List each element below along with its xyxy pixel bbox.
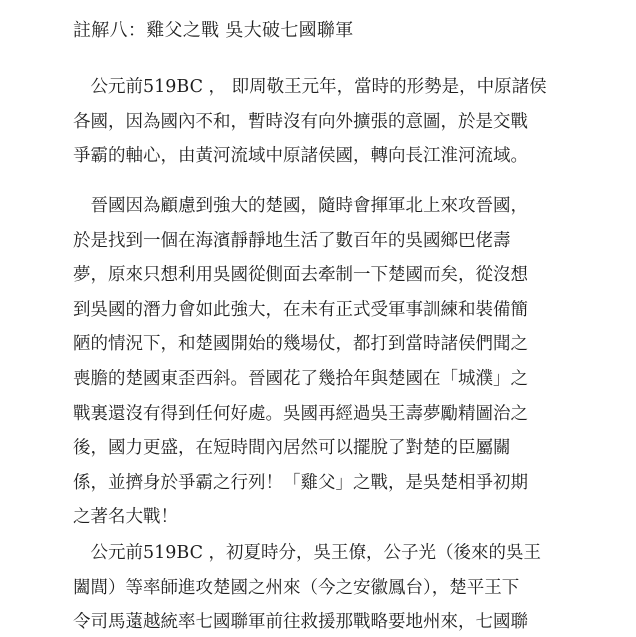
paragraph-line: 戰裏還沒有得到任何好處。吳國再經過吳王壽夢勵精圖治之 xyxy=(73,403,528,424)
paragraph-line: 夢，原來只想利用吳國從側面去牽制一下楚國而矣，從沒想 xyxy=(73,265,528,286)
paragraph-line: 公元前519BC ， 即周敬王元年，當時的形勢是，中原諸侯 xyxy=(73,77,547,97)
paragraph-line: 陋的情況下，和楚國開始的幾場仗，都打到當時諸侯們聞之 xyxy=(73,334,528,355)
paragraph-2 xyxy=(73,189,573,535)
paragraph-line: 係，並擠身於爭霸之行列！「雞父」之戰，是吳楚相爭初期 xyxy=(73,472,528,493)
paragraph-line: 喪膽的楚國東歪西斜。晉國花了幾拾年與楚國在「城濮」之 xyxy=(73,368,528,389)
paragraph-3 xyxy=(73,536,573,637)
paragraph-line: 闔閭）等率師進攻楚國之州來（今之安徽鳳台），楚平王下 xyxy=(73,577,520,598)
paragraph-line: 令司馬薳越統率七國聯軍前往救援那戰略要地州來，七國聯 xyxy=(73,612,528,633)
paragraph-line: 於是找到一個在海濱靜靜地生活了數百年的吳國鄉巴佬壽 xyxy=(73,230,511,251)
paragraph-line: 爭霸的軸心，由黃河流域中原諸侯國，轉向長江淮河流域。 xyxy=(73,146,528,167)
paragraph-line: 之著名大戰！ xyxy=(73,507,178,528)
section-title: 註解八：雞父之戰 吳大破七國聯軍 xyxy=(73,20,354,41)
paragraph-line: 公元前519BC ，初夏時分，吳王僚，公子光（後來的吳王 xyxy=(73,543,542,563)
paragraph-line: 各國，因為國內不和，暫時沒有向外擴張的意圖，於是交戰 xyxy=(73,111,528,132)
paragraph-line: 後，國力更盛，在短時間內居然可以擺脫了對楚的臣屬關 xyxy=(73,438,511,459)
paragraph-line: 到吳國的潛力會如此強大，在未有正式受軍事訓練和裝備簡 xyxy=(73,299,528,320)
paragraph-1 xyxy=(73,70,573,174)
paragraph-line: 晉國因為顧慮到強大的楚國，隨時會揮軍北上來攻晉國， xyxy=(73,196,528,216)
